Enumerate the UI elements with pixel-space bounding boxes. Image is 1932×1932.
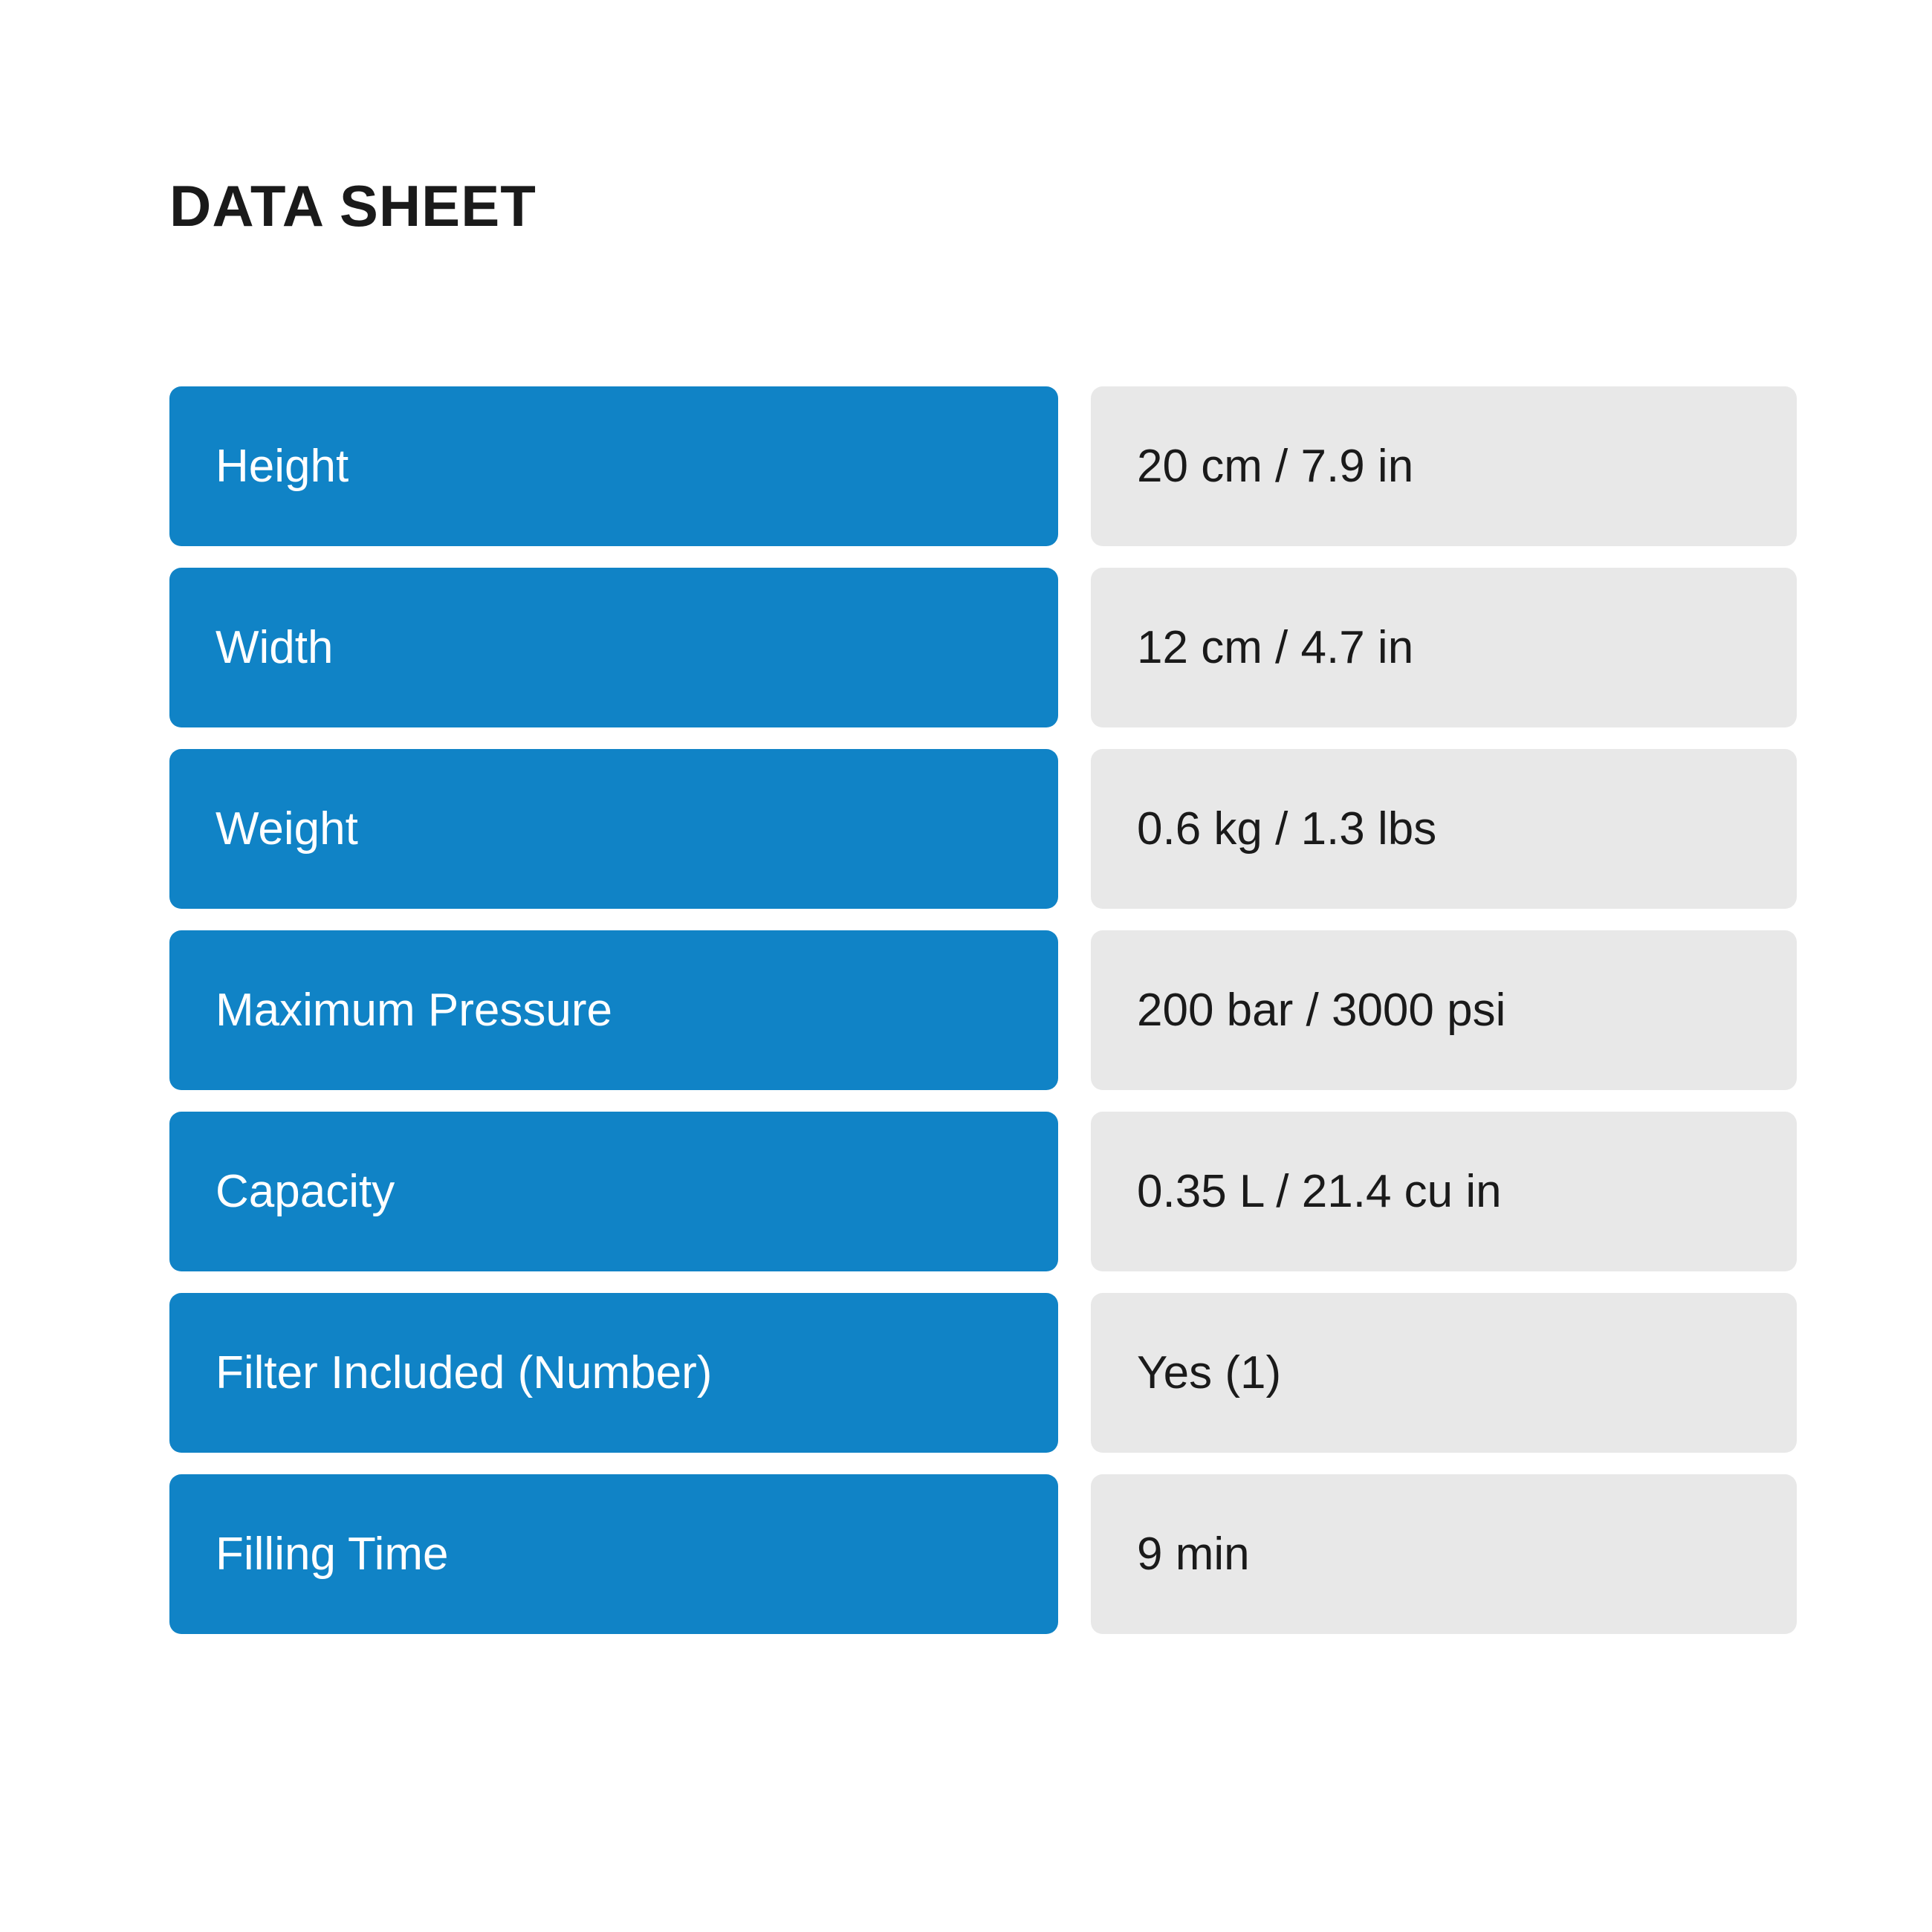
column-gap — [1058, 1112, 1091, 1271]
column-gap — [1058, 749, 1091, 909]
spec-value-width: 12 cm / 4.7 in — [1091, 568, 1797, 727]
table-row — [169, 1293, 1797, 1453]
spec-value-filling-time: 9 min — [1091, 1474, 1797, 1634]
page-title: DATA SHEET — [169, 173, 537, 239]
column-gap — [1058, 930, 1091, 1090]
table-row — [169, 386, 1797, 546]
spec-value-height: 20 cm / 7.9 in — [1091, 386, 1797, 546]
spec-label-maximum-pressure: Maximum Pressure — [169, 930, 1058, 1090]
column-gap — [1058, 386, 1091, 546]
table-row — [169, 930, 1797, 1090]
table-row — [169, 749, 1797, 909]
spec-value-filter-included: Yes (1) — [1091, 1293, 1797, 1453]
spec-table — [169, 386, 1797, 1656]
spec-label-height: Height — [169, 386, 1058, 546]
column-gap — [1058, 568, 1091, 727]
table-row — [169, 568, 1797, 727]
spec-label-weight: Weight — [169, 749, 1058, 909]
table-row — [169, 1112, 1797, 1271]
spec-value-capacity: 0.35 L / 21.4 cu in — [1091, 1112, 1797, 1271]
spec-label-capacity: Capacity — [169, 1112, 1058, 1271]
spec-value-weight: 0.6 kg / 1.3 lbs — [1091, 749, 1797, 909]
spec-label-width: Width — [169, 568, 1058, 727]
table-row — [169, 1474, 1797, 1634]
column-gap — [1058, 1293, 1091, 1453]
spec-value-maximum-pressure: 200 bar / 3000 psi — [1091, 930, 1797, 1090]
spec-label-filling-time: Filling Time — [169, 1474, 1058, 1634]
spec-label-filter-included: Filter Included (Number) — [169, 1293, 1058, 1453]
column-gap — [1058, 1474, 1091, 1634]
